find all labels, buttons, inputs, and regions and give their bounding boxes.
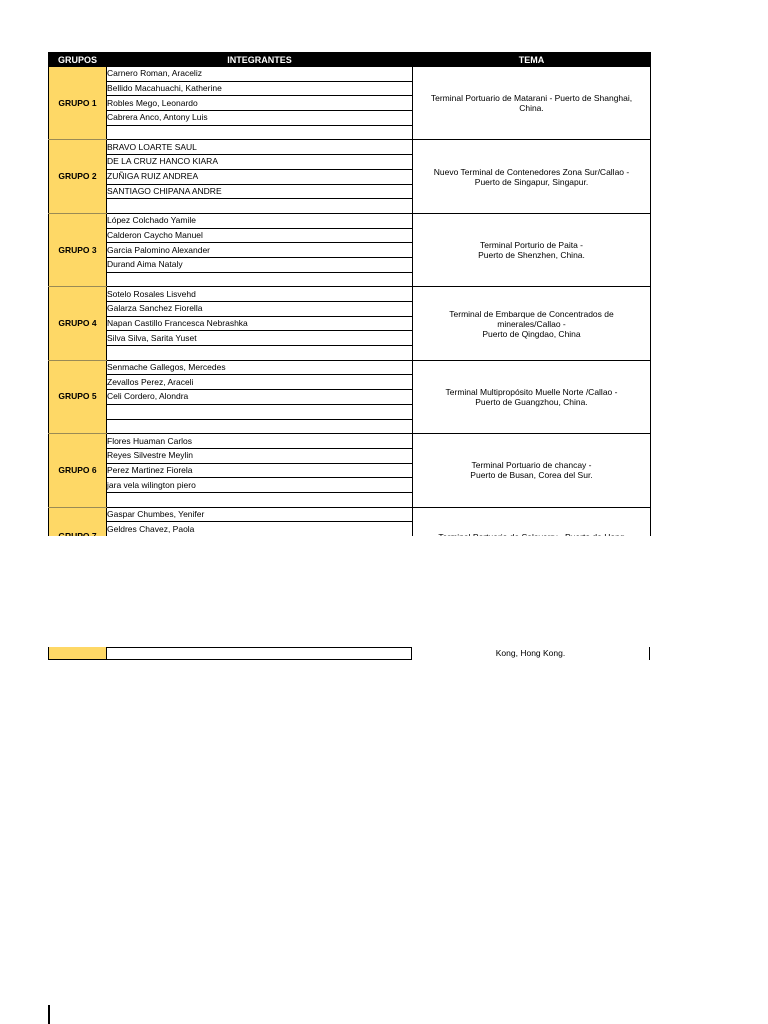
header-tema: TEMA [413, 53, 651, 67]
group-label: GRUPO 5 [49, 360, 107, 433]
member-cell: BRAVO LOARTE SAUL [107, 140, 413, 155]
topic-line: Terminal Porturio de Paita - [480, 240, 583, 251]
member-cell: Galarza Sanchez Fiorella [107, 302, 413, 317]
table-row [49, 434, 651, 449]
group-label: GRUPO 3 [49, 213, 107, 286]
member-cell: Zevallos Perez, Araceli [107, 375, 413, 390]
topic-line: Terminal Multipropósito Muelle Norte /Callao - [445, 386, 618, 397]
topic-cell [413, 140, 651, 213]
member-cell: SANTIAGO CHIPANA ANDRE [107, 184, 413, 199]
topic-line: Puerto de Qingdao, China [482, 328, 581, 339]
member-cell: López Colchado Yamile [107, 213, 413, 228]
group-label: GRUPO 4 [49, 287, 107, 360]
member-cell: Calderon Caycho Manuel [107, 228, 413, 243]
group-label: GRUPO 1 [49, 67, 107, 140]
member-cell [106, 647, 412, 660]
member-cell: Celi Cordero, Alondra [107, 390, 413, 405]
table-row [49, 507, 651, 522]
member-cell: Bellido Macahuachi, Katherine [107, 81, 413, 96]
topic-line: Terminal de Embarque de Concentrados de [449, 308, 614, 319]
member-cell [107, 199, 413, 214]
topic-cell [413, 213, 651, 286]
member-cell: jara vela wilington piero [107, 478, 413, 493]
table-row [49, 213, 651, 228]
member-cell: Cabrera Anco, Antony Luis [107, 111, 413, 126]
header-integrantes: INTEGRANTES [107, 53, 413, 67]
group-label: GRUPO 2 [49, 140, 107, 213]
member-cell [107, 125, 413, 140]
member-cell [107, 419, 413, 434]
topic-cell [413, 287, 651, 360]
topic-line: Puerto de Shenzhen, China. [478, 250, 585, 261]
topic-line: minerales/Callao - [497, 318, 566, 329]
member-cell: Carnero Roman, Araceliz [107, 67, 413, 82]
header-grupos: GRUPOS [49, 53, 107, 67]
group-label: GRUPO 6 [49, 434, 107, 507]
topic-line: Terminal Portuario de Matarani - Puerto de Shanghai, [430, 93, 633, 104]
member-cell: Sotelo Rosales Lisvehd [107, 287, 413, 302]
member-cell [107, 492, 413, 507]
member-cell: Flores Huaman Carlos [107, 434, 413, 449]
page-gap [0, 536, 768, 647]
member-cell: Geldres Chavez, Paola [107, 522, 413, 537]
member-cell [107, 272, 413, 287]
topic-line: Puerto de Busan, Corea del Sur. [470, 470, 593, 481]
header-row [49, 53, 651, 67]
member-cell: Napan Castillo Francesca Nebrashka [107, 316, 413, 331]
member-cell: DE LA CRUZ HANCO KIARA [107, 155, 413, 170]
topic-cell [413, 67, 651, 140]
topic-line: Nuevo Terminal de Contenedores Zona Sur/Callao - [433, 166, 630, 177]
topic-line: Puerto de Singapur, Singapur. [474, 176, 589, 187]
topic-line: China. [519, 103, 544, 114]
table-row [49, 140, 651, 155]
member-cell: Robles Mego, Leonardo [107, 96, 413, 111]
member-cell: ZUÑIGA RUIZ ANDREA [107, 169, 413, 184]
member-cell: Perez Martinez Fiorela [107, 463, 413, 478]
topic-line: Terminal Portuario de chancay - [471, 460, 592, 471]
table-row [49, 360, 651, 375]
page-edge-marker [48, 1005, 50, 1024]
topic-cell [413, 360, 651, 433]
member-cell [107, 404, 413, 419]
table-row [49, 67, 651, 82]
member-cell [107, 346, 413, 361]
member-cell: Senmache Gallegos, Mercedes [107, 360, 413, 375]
member-cell: Durand Aima Nataly [107, 257, 413, 272]
member-cell: Silva Silva, Sarita Yuset [107, 331, 413, 346]
topic-cell [413, 434, 651, 507]
member-cell: Reyes Silvestre Meylin [107, 448, 413, 463]
topic-continuation: Kong, Hong Kong. [412, 647, 650, 660]
groups-table [48, 52, 651, 566]
member-cell: Garcia Palomino Alexander [107, 243, 413, 258]
member-cell: Gaspar Chumbes, Yenifer [107, 507, 413, 522]
table-continuation-row [48, 647, 650, 660]
topic-line: Puerto de Guangzhou, China. [475, 396, 588, 407]
group-label-continuation [48, 647, 106, 660]
table-row [49, 287, 651, 302]
